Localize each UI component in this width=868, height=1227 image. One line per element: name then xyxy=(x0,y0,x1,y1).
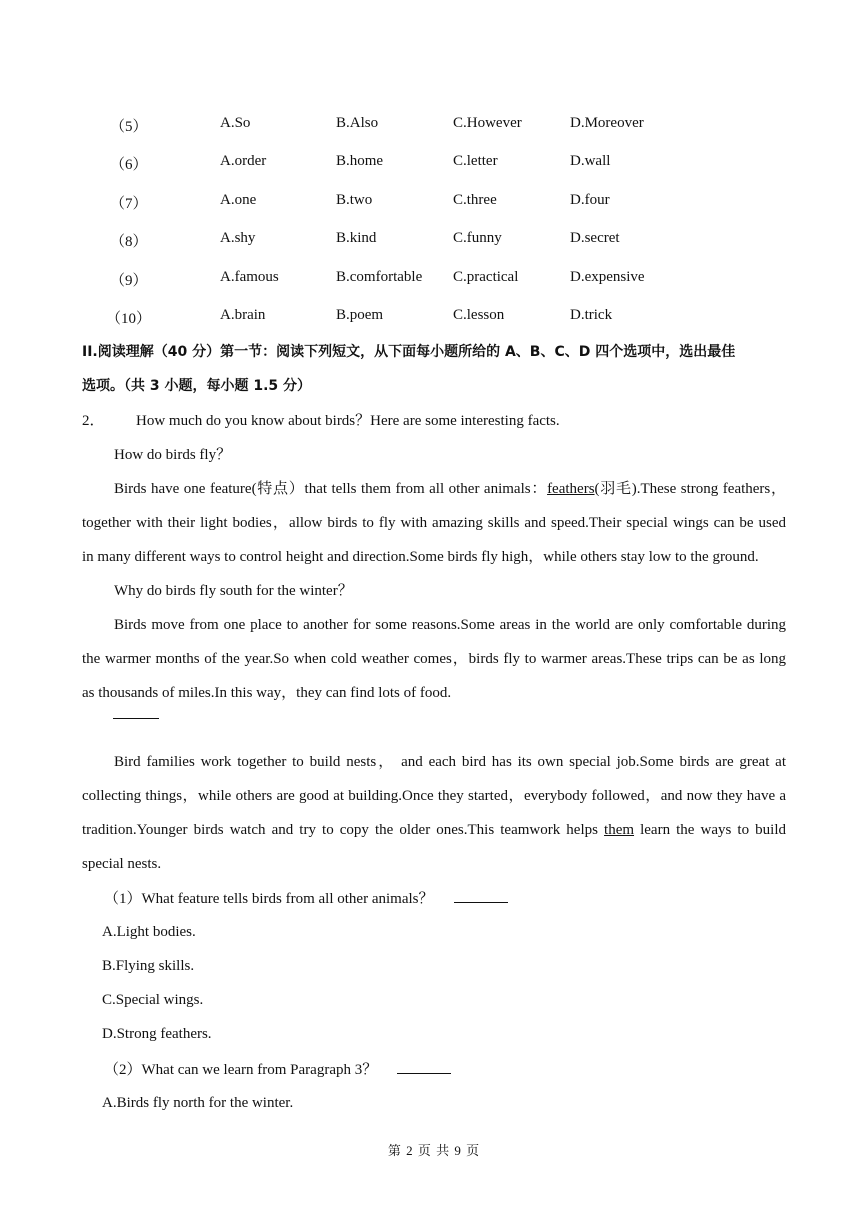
p1-line2: together with their light bodies，allow birds to fly with amazing skills and speed.Their special wings can be used xyxy=(82,515,786,531)
option-d: D.four xyxy=(570,192,610,208)
option-row-9 xyxy=(0,269,868,291)
option-c: C.However xyxy=(453,115,522,131)
heading-why-south: Why do birds fly south for the winter？ xyxy=(114,583,353,599)
question-1 xyxy=(104,888,786,909)
option-b: B.poem xyxy=(336,307,384,323)
option-b: B.kind xyxy=(336,230,377,246)
heading-blank xyxy=(113,718,159,719)
q2-option-a: A.Birds fly north for the winter. xyxy=(102,1095,294,1111)
question-2 xyxy=(104,1059,786,1080)
option-row-6 xyxy=(0,153,868,175)
p1-line1 xyxy=(114,479,786,499)
q1-option-a: A.Light bodies. xyxy=(102,924,196,940)
section-heading-cont: 选项。（共 3 小题，每小题 1.5 分） xyxy=(82,378,312,394)
p3-text-b: learn the ways to build xyxy=(634,822,787,838)
p2-line3: as thousands of miles.In this way，they can find lots of food. xyxy=(82,685,452,701)
option-a: A.famous xyxy=(220,269,279,285)
section-heading: II.阅读理解（40 分）第一节：阅读下列短文，从下面每小题所给的 A、B、C、D 四个选项中，选出最佳 xyxy=(82,344,736,360)
intro-text: How much do you know about birds？Here are some interesting facts. xyxy=(136,413,560,429)
option-d: D.secret xyxy=(570,230,620,246)
option-b: B.Also xyxy=(336,115,379,131)
p3-line1: Bird families work together to build nests， and each bird has its own special job.Some birds are great at xyxy=(114,754,786,770)
question-2-text: （2）What can we learn from Paragraph 3？ xyxy=(104,1062,378,1078)
p2-line2: the warmer months of the year.So when cold weather comes，birds fly to warmer areas.These trips can be as long xyxy=(82,651,786,667)
option-a: A.brain xyxy=(220,307,266,323)
option-c: C.three xyxy=(453,192,497,208)
option-d: D.trick xyxy=(570,307,613,323)
option-b: B.two xyxy=(336,192,373,208)
p3-line3 xyxy=(82,820,786,840)
them-underlined: them xyxy=(604,822,635,838)
question-number: 2． xyxy=(82,413,105,429)
p1-line3: in many different ways to control height and direction.Some birds fly high，while others stay low to the ground. xyxy=(82,549,759,565)
p2-line1: Birds move from one place to another for some reasons.Some areas in the world are only comfortable during xyxy=(114,617,786,633)
q1-option-c: C.Special wings. xyxy=(102,992,204,1008)
option-row-7 xyxy=(0,192,868,214)
option-a: A.order xyxy=(220,153,267,169)
option-c: C.lesson xyxy=(453,307,505,323)
option-row-8 xyxy=(0,230,868,252)
option-b: B.comfortable xyxy=(336,269,423,285)
option-row-10 xyxy=(0,307,868,329)
question-1-text: （1）What feature tells birds from all other animals？ xyxy=(104,891,434,907)
option-number: （6） xyxy=(110,157,148,173)
option-number: （5） xyxy=(110,119,148,135)
option-d: D.wall xyxy=(570,153,611,169)
option-c: C.letter xyxy=(453,153,498,169)
option-a: A.one xyxy=(220,192,257,208)
option-number: （9） xyxy=(110,273,148,289)
option-number: （7） xyxy=(110,196,148,212)
q1-option-b: B.Flying skills. xyxy=(102,958,195,974)
option-c: C.practical xyxy=(453,269,519,285)
option-c: C.funny xyxy=(453,230,502,246)
passage-intro xyxy=(82,411,786,431)
heading-how-fly: How do birds fly？ xyxy=(114,447,232,463)
option-d: D.expensive xyxy=(570,269,645,285)
p1-text-a: Birds have one feature(特点）that tells them from all other animals： xyxy=(114,481,548,497)
answer-blank xyxy=(397,1059,451,1074)
answer-blank xyxy=(454,888,508,903)
p1-text-b: (羽毛).These strong feathers， xyxy=(594,481,786,497)
p3-line2: collecting things，while others are good at building.Once they started，everybody followed，and now they have a xyxy=(82,788,786,804)
option-number: （10） xyxy=(106,311,152,327)
option-row-5 xyxy=(0,115,868,137)
option-number: （8） xyxy=(110,234,148,250)
option-a: A.shy xyxy=(220,230,256,246)
p3-text-a: tradition.Younger birds watch and try to copy the older ones.This teamwork helps xyxy=(82,822,605,838)
page-footer: 第 2 页 共 9 页 xyxy=(387,1143,481,1158)
p3-line4: special nests. xyxy=(82,856,162,872)
feathers-underlined: feathers xyxy=(547,481,595,497)
option-a: A.So xyxy=(220,115,251,131)
option-d: D.Moreover xyxy=(570,115,644,131)
q1-option-d: D.Strong feathers. xyxy=(102,1026,212,1042)
option-b: B.home xyxy=(336,153,384,169)
